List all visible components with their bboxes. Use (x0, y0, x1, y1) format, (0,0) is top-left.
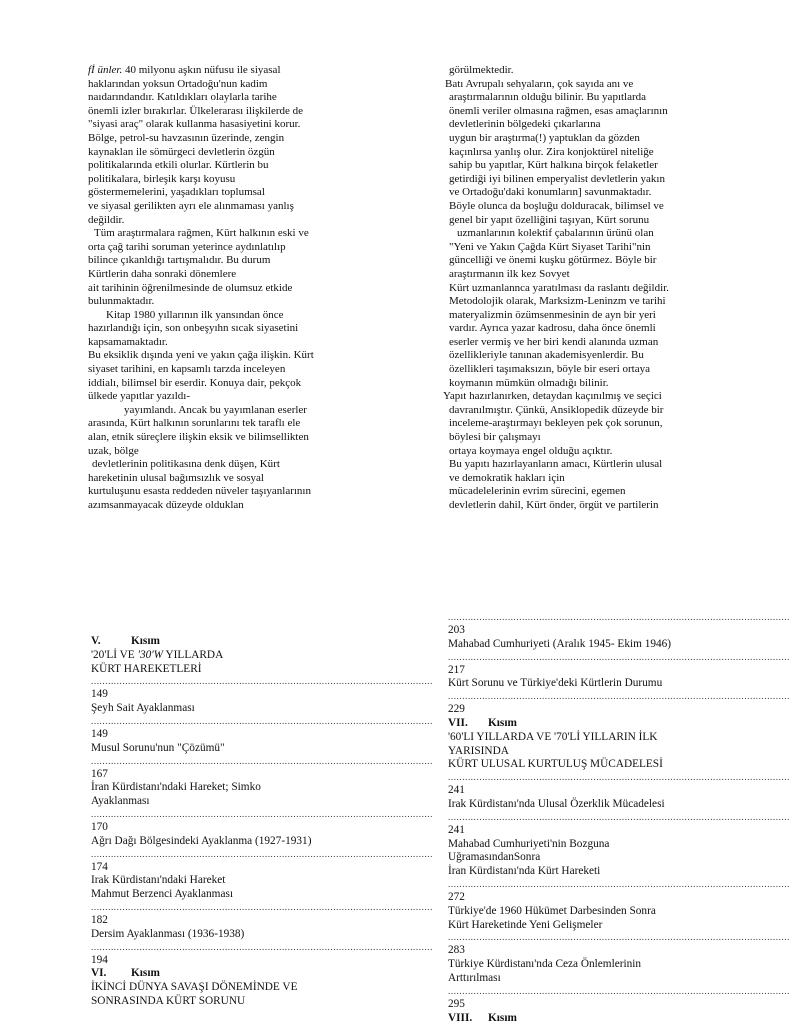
toc-page-number: 229 (448, 703, 465, 716)
text-line: azımsanmayacak düzeyde olduklan (88, 499, 244, 511)
text-line: Bu eksiklik dışında yeni ve yakın çağa ilişkin. Kürt (88, 349, 314, 362)
toc-page-number: 283 (448, 944, 465, 957)
text-line: sahip bu yapıtlar, Kürt halkına birçok felaketler (449, 159, 658, 172)
text-line: uygun bir araştırma(!) yaptuklan da gözden (449, 131, 640, 144)
toc-page-number: 194 (91, 953, 108, 966)
toc-entry: Kürt Sorunu ve Türkiye'deki Kürtlerin Durumu (448, 677, 663, 690)
text-line: siyaset tarihini, en kapsamlı tarzda inceleyen (88, 363, 286, 376)
toc-entry: Dersim Ayaklanması (1936-1938) (91, 927, 245, 940)
toc-entry: UğramasındanSonra (448, 851, 541, 864)
text-line: değildir. (88, 213, 125, 226)
toc-entry: Ağrı Dağı Bölgesindeki Ayaklanma (1927-1931) (91, 834, 312, 847)
toc-dot-leader: ........................................................................................................................ (448, 691, 790, 702)
text-line: ait tarihinin öğrenilmesinde de olumsuz etkide (88, 281, 293, 294)
toc-dot-leader: ........................................................................................................................ (91, 755, 433, 766)
text-line: araştırmalarının olduğu bilinir. Bu yapıtlarda (449, 91, 647, 104)
toc-dot-leader: ........................................................................................................................ (448, 772, 790, 783)
toc-right-column (448, 612, 790, 1025)
text-line: görülmektedir. (449, 64, 514, 76)
text-line: inceleme-araştırmayı bekleyen pek çok sorunun, (449, 417, 663, 430)
text-line: önemli veriler olmasına rağmen, esas amaçlarının (449, 104, 668, 117)
toc-dot-leader: ........................................................................................................................ (448, 811, 790, 822)
toc-part-number: V. (91, 635, 101, 647)
text-line: devletlerinin politikasına denk düşen, Kürt (92, 458, 280, 471)
toc-page-number: 149 (91, 688, 108, 701)
text-line: devletlerin dahil, Kürt önder, örgüt ve partilerin (449, 499, 659, 511)
toc-entry: Mahabad Cumhuriyeti (Aralık 1945- Ekim 1946) (448, 637, 672, 650)
text-line: alan, etnik süreçlere ilişkin eksik ve bilimsellikten (88, 431, 309, 444)
text-line: "siyasi araç" olarak kullanma hasasiyetini korur. (88, 118, 301, 131)
text-line: kapsamamaktadır. (88, 335, 168, 348)
toc-entry: Türkiye'de 1960 Hükümet Darbesinden Sonra (448, 904, 656, 917)
toc-entry: '20'Lİ VE '30'W YILLARDA (91, 648, 224, 661)
text-line: hareketinin ulusal bağımsızlık ve sosyal (88, 471, 264, 484)
left-text-column (88, 64, 348, 513)
toc-page-number: 167 (91, 767, 108, 780)
toc-part-heading (91, 635, 323, 649)
text-line: koymanın mümkün olmadığı bilinir. (449, 376, 609, 389)
text-line: getirdiği iyi bilinen emperyalist devletlerin yakın (449, 172, 665, 185)
toc-part-word: Kısım (488, 716, 517, 729)
toc-page-number: 149 (91, 727, 108, 740)
text-line: güncelliği ve önemi kuşku götürmez. Böyle bir (449, 254, 657, 267)
text-line: özellikleri taşımaksızın, böyle bir eseri ortaya (449, 363, 650, 376)
right-text-column (443, 64, 703, 513)
text-line: Tüm araştırmalara rağmen, Kürt halkının eski ve (94, 227, 309, 240)
toc-entry: KÜRT ULUSAL KURTULUŞ MÜCADELESİ (448, 758, 663, 771)
text-line: Bölge, petrol-su havzasının üzerinde, zengin (88, 131, 285, 144)
text-line: özellikleriyle tanınan akademisyenlerdir. Bu (449, 349, 644, 362)
text-line: ve siyasal gerilikten ayrı ele alınmaması yanlış (88, 199, 294, 212)
text-line: haklarından yoksun Ortadoğu'nun kadim (88, 77, 268, 90)
text-line: vardır. Ayrıca yazar kadrosu, daha önce önemli (449, 322, 656, 335)
toc-entry: Mahmut Berzenci Ayaklanması (91, 888, 234, 901)
text-line: önemli izler bırakırlar. Ülkelerarası ilişkilerde de (88, 104, 304, 117)
text-line: Batı Avrupalı sehyaların, çok sayıda anı ve (445, 77, 634, 90)
toc-dot-leader: ........................................................................................................................ (448, 985, 790, 996)
toc-entry: Arttırılması (448, 971, 501, 984)
text-line: iddialı, bilimsel bir eserdir. Konuya dair, pekçok (88, 376, 302, 389)
toc-part-heading (448, 1012, 684, 1025)
toc-page-number: 174 (91, 860, 108, 873)
toc-dot-leader: ........................................................................................................................ (91, 848, 433, 859)
text-line: ülkede yapıtlar yazıldı- (88, 390, 191, 403)
text-line: kaçınlırsa yanlış olur. Zira konjoktürel niteliğe (449, 145, 654, 158)
toc-entry: İKİNCİ DÜNYA SAVAŞI DÖNEMİNDE VE (91, 981, 298, 994)
toc-entry: Kürt Hareketinde Yeni Gelişmeler (448, 918, 603, 931)
toc-part-number: VII. (448, 716, 468, 729)
toc-dot-leader: ........................................................................................................................ (91, 715, 433, 726)
text-line: davranılmıştır. Çünkü, Ansiklopedik düzeyde bir (449, 403, 664, 416)
text-line: böylesi bir çalışmayı (449, 431, 541, 444)
text-line: ve demokratik hakları için (449, 471, 565, 484)
toc-part-heading (448, 717, 684, 731)
toc-page-number: 241 (448, 784, 465, 797)
toc-entry: Irak Kürdistanı'ndaki Hareket (91, 874, 226, 887)
toc-part-number: VI. (91, 967, 107, 980)
text-line: uzmanlarının kolektif çabalarının ürünü olan (457, 227, 654, 240)
toc-entry: KÜRT HAREKETLERİ (91, 662, 202, 675)
toc-left-column (91, 635, 433, 1009)
toc-part-number: VIII. (448, 1011, 473, 1024)
text-line: hazırlandığı için, son onbeşyıhn sıcak siyasetini (88, 322, 299, 335)
text-line: naıdarındandır. Katıldıkları olaylarla tarihe (88, 91, 277, 104)
toc-dot-leader: ........................................................................................................................ (91, 808, 433, 819)
toc-dot-leader: ........................................................................................................................ (91, 941, 433, 952)
toc-entry: Mahabad Cumhuriyeti'nin Bozguna (448, 837, 610, 850)
text-line: Böyle olunca da boşluğu dolduracak, bilimsel ve (449, 199, 664, 212)
toc-entry: Musul Sorunu'nun "Çözümü" (91, 741, 225, 754)
toc-entry: '60'LI YILLARDA VE '70'Lİ YILLARIN İLK (448, 730, 658, 743)
text-line: kurtuluşunu esasta reddeden nüveler taşıyanlarının (88, 485, 311, 498)
toc-page-number: 170 (91, 820, 108, 833)
text-line: politikalara, birleşik karşı koyusu (88, 172, 236, 185)
toc-page-number: 182 (91, 913, 108, 926)
text-line: göstermemelerini, yaşadıkları toplumsal (88, 186, 265, 199)
toc-dot-leader: ........................................................................................................................ (448, 878, 790, 889)
text-line: Kitap 1980 yıllarının ilk yansından önce (106, 308, 284, 321)
text-line: Bu yapıtı hazırlayanların amacı, Kürtlerin ulusal (449, 458, 663, 471)
text-line: devletlerinin bölgedeki çıkarlarına (449, 118, 601, 131)
toc-page-number: 272 (448, 890, 465, 903)
text-line: bilince çıkanldığı tartışmalıdır. Bu durum (88, 254, 271, 267)
toc-page-number: 295 (448, 997, 465, 1010)
toc-entry: Şeyh Sait Ayaklanması (91, 702, 195, 715)
toc-part-word: Kısım (131, 635, 160, 647)
toc-dot-leader: ........................................................................................................................ (448, 651, 790, 662)
text-line: araştırmanın ilk kez Sovyet (449, 267, 570, 280)
toc-entry: Ayaklanması (91, 795, 150, 808)
toc-part-word: Kısım (488, 1011, 517, 1024)
toc-entry: YARISINDA (448, 744, 509, 757)
text-line: Kürt uzmanlannca yaratılması da raslantı değildir. (449, 281, 669, 294)
text-line: "Yeni ve Yakın Çağda Kürt Siyaset Tarihi"nin (449, 240, 651, 253)
toc-page-number: 241 (448, 823, 465, 836)
toc-entry: İran Kürdistanı'nda Kürt Hareketi (448, 865, 601, 878)
text-line: Metodolojik olarak, Marksizm-Leninzm ve tarihi (449, 295, 666, 308)
toc-dot-leader: ........................................................................................................................ (448, 932, 790, 943)
text-line: mücadelelerinin evrim sürecini, egemen (449, 485, 626, 498)
toc-page-number: 203 (448, 624, 465, 636)
toc-dot-leader: ........................................................................................................................ (448, 612, 790, 622)
text-line: uzak, bölge (88, 444, 139, 457)
toc-part-word: Kısım (131, 967, 160, 980)
text-line: kaynaklan ile sömürgeci devletlerin özgün (88, 145, 275, 158)
toc-dot-leader: ........................................................................................................................ (91, 901, 433, 912)
toc-dot-leader: ........................................................................................................................ (91, 676, 433, 687)
text-line: eserler vermiş ve her biri kendi alanında uzman (449, 335, 659, 348)
toc-page-number: 217 (448, 663, 465, 676)
text-line: politikalarında etkili olurlar. Kürtlerin bu (88, 159, 269, 172)
text-line: bulunmaktadır. (88, 295, 155, 308)
toc-entry: İran Kürdistanı'ndaki Hareket; Simko (91, 781, 261, 794)
text-line: materyalizmin özümsenmesinin de ayn bir yeri (449, 308, 656, 321)
text-line: yayımlandı. Ancak bu yayımlanan eserler (124, 403, 307, 416)
text-line: orta çağ tarihi soruman yeterince aydınlatılıp (88, 240, 286, 253)
text-line: Kürtlerin daha sonraki dönemlere (88, 267, 237, 280)
text-line: genel bir yapıt özelliğini taşıyan, Kürt sorunu (449, 213, 650, 226)
text-line: Yapıt hazırlanırken, detaydan kaçınılmış ve seçici (443, 390, 662, 403)
toc-entry: Irak Kürdistanı'nda Ulusal Özerklik Mücadelesi (448, 797, 665, 810)
text-line: arasında, Kürt halkının sorunlarını tek taraflı ele (88, 417, 301, 430)
text-line: ortaya koymaya engel olduğu açıktır. (449, 444, 613, 457)
text-line: ve Ortadoğu'daki konumların] savunmaktadır. (449, 186, 652, 199)
text-line: fİ ünler. 40 milyonu aşkın nüfusu ile siyasal (88, 64, 281, 76)
toc-part-heading (91, 967, 323, 981)
toc-entry: SONRASINDA KÜRT SORUNU (91, 994, 246, 1007)
toc-entry: Türkiye Kürdistanı'nda Ceza Önlemlerinin (448, 958, 642, 971)
